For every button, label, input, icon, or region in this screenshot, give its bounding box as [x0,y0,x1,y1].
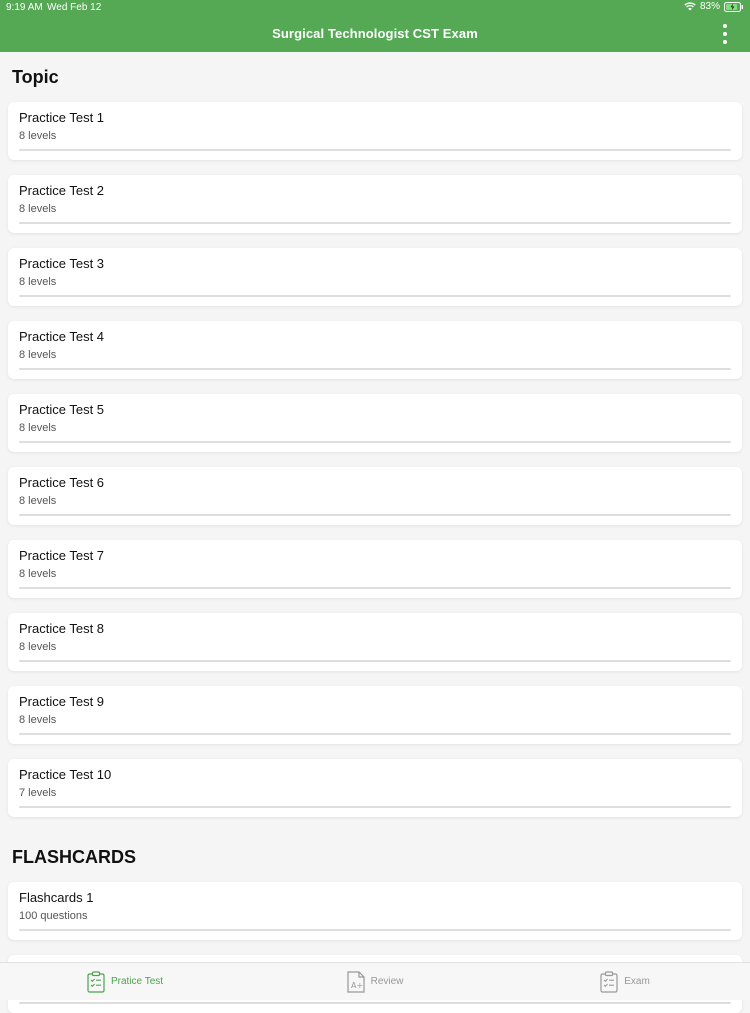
practice-test-card-subtitle: 8 levels [19,276,57,288]
practice-test-card-subtitle: 8 levels [19,130,57,142]
more-menu-button[interactable] [718,24,732,44]
tab-label-practice-test: Pratice Test [110,976,164,987]
practice-test-card[interactable] [8,540,742,598]
battery-percent: 83% [699,1,720,12]
app-title: Surgical Technologist CST Exam [272,26,478,41]
flashcards-card-subtitle: 100 questions [19,910,88,922]
practice-test-card-subtitle: 8 levels [19,422,57,434]
practice-test-card-subtitle: 8 levels [19,349,57,361]
clipboard-check-icon [87,971,105,993]
tab-practice-test[interactable] [0,963,250,1000]
progress-bar [19,806,731,808]
app-header [0,0,750,52]
practice-test-card-title: Practice Test 10 [19,767,112,782]
battery-charging-icon [724,2,744,12]
practice-test-card[interactable] [8,394,742,452]
progress-bar [19,733,731,735]
practice-test-card-title: Practice Test 6 [19,475,105,490]
practice-test-card[interactable] [8,759,742,817]
practice-test-card-title: Practice Test 8 [19,621,105,636]
practice-test-card-title: Practice Test 3 [19,256,105,271]
progress-bar [19,149,731,151]
topic-list [0,102,750,817]
practice-test-card-title: Practice Test 9 [19,694,105,709]
clipboard-list-icon [600,971,618,993]
status-time: 9:19 AM [6,2,43,13]
tab-exam[interactable] [500,963,750,1000]
wifi-icon [684,2,696,11]
practice-test-card-subtitle: 8 levels [19,714,57,726]
practice-test-card[interactable] [8,321,742,379]
section-title-flashcards: FLASHCARDS [12,846,136,867]
practice-test-card-title: Practice Test 2 [19,183,105,198]
practice-test-card-subtitle: 8 levels [19,203,57,215]
practice-test-card-subtitle: 7 levels [19,787,57,799]
grade-document-icon [347,971,365,993]
tab-bar [0,962,750,1000]
progress-bar [19,929,731,931]
practice-test-card-subtitle: 8 levels [19,495,57,507]
progress-bar [19,295,731,297]
practice-test-card[interactable] [8,102,742,160]
progress-bar [19,222,731,224]
status-bar [0,0,750,16]
flashcards-card-title: Flashcards 1 [19,890,94,905]
progress-bar [19,441,731,443]
svg-text:A+: A+ [350,980,363,990]
tab-review[interactable] [250,963,500,1000]
practice-test-card-subtitle: 8 levels [19,641,57,653]
progress-bar [19,660,731,662]
main-content[interactable] [0,52,750,962]
status-indicators [684,1,744,12]
practice-test-card-title: Practice Test 5 [19,402,105,417]
tab-label-review: Review [370,976,404,987]
practice-test-card-title: Practice Test 7 [19,548,105,563]
progress-bar [19,368,731,370]
more-vertical-icon [723,24,727,28]
practice-test-card-subtitle: 8 levels [19,568,57,580]
practice-test-card[interactable] [8,686,742,744]
practice-test-card-title: Practice Test 1 [19,110,105,125]
tab-label-exam: Exam [624,976,650,987]
practice-test-card[interactable] [8,175,742,233]
practice-test-card-title: Practice Test 4 [19,329,105,344]
practice-test-card[interactable] [8,467,742,525]
progress-bar [19,1002,731,1004]
progress-bar [19,514,731,516]
flashcards-card[interactable] [8,882,742,940]
progress-bar [19,587,731,589]
section-title-topic: Topic [12,66,59,87]
practice-test-card[interactable] [8,613,742,671]
practice-test-card[interactable] [8,248,742,306]
status-date: Wed Feb 12 [47,2,102,13]
